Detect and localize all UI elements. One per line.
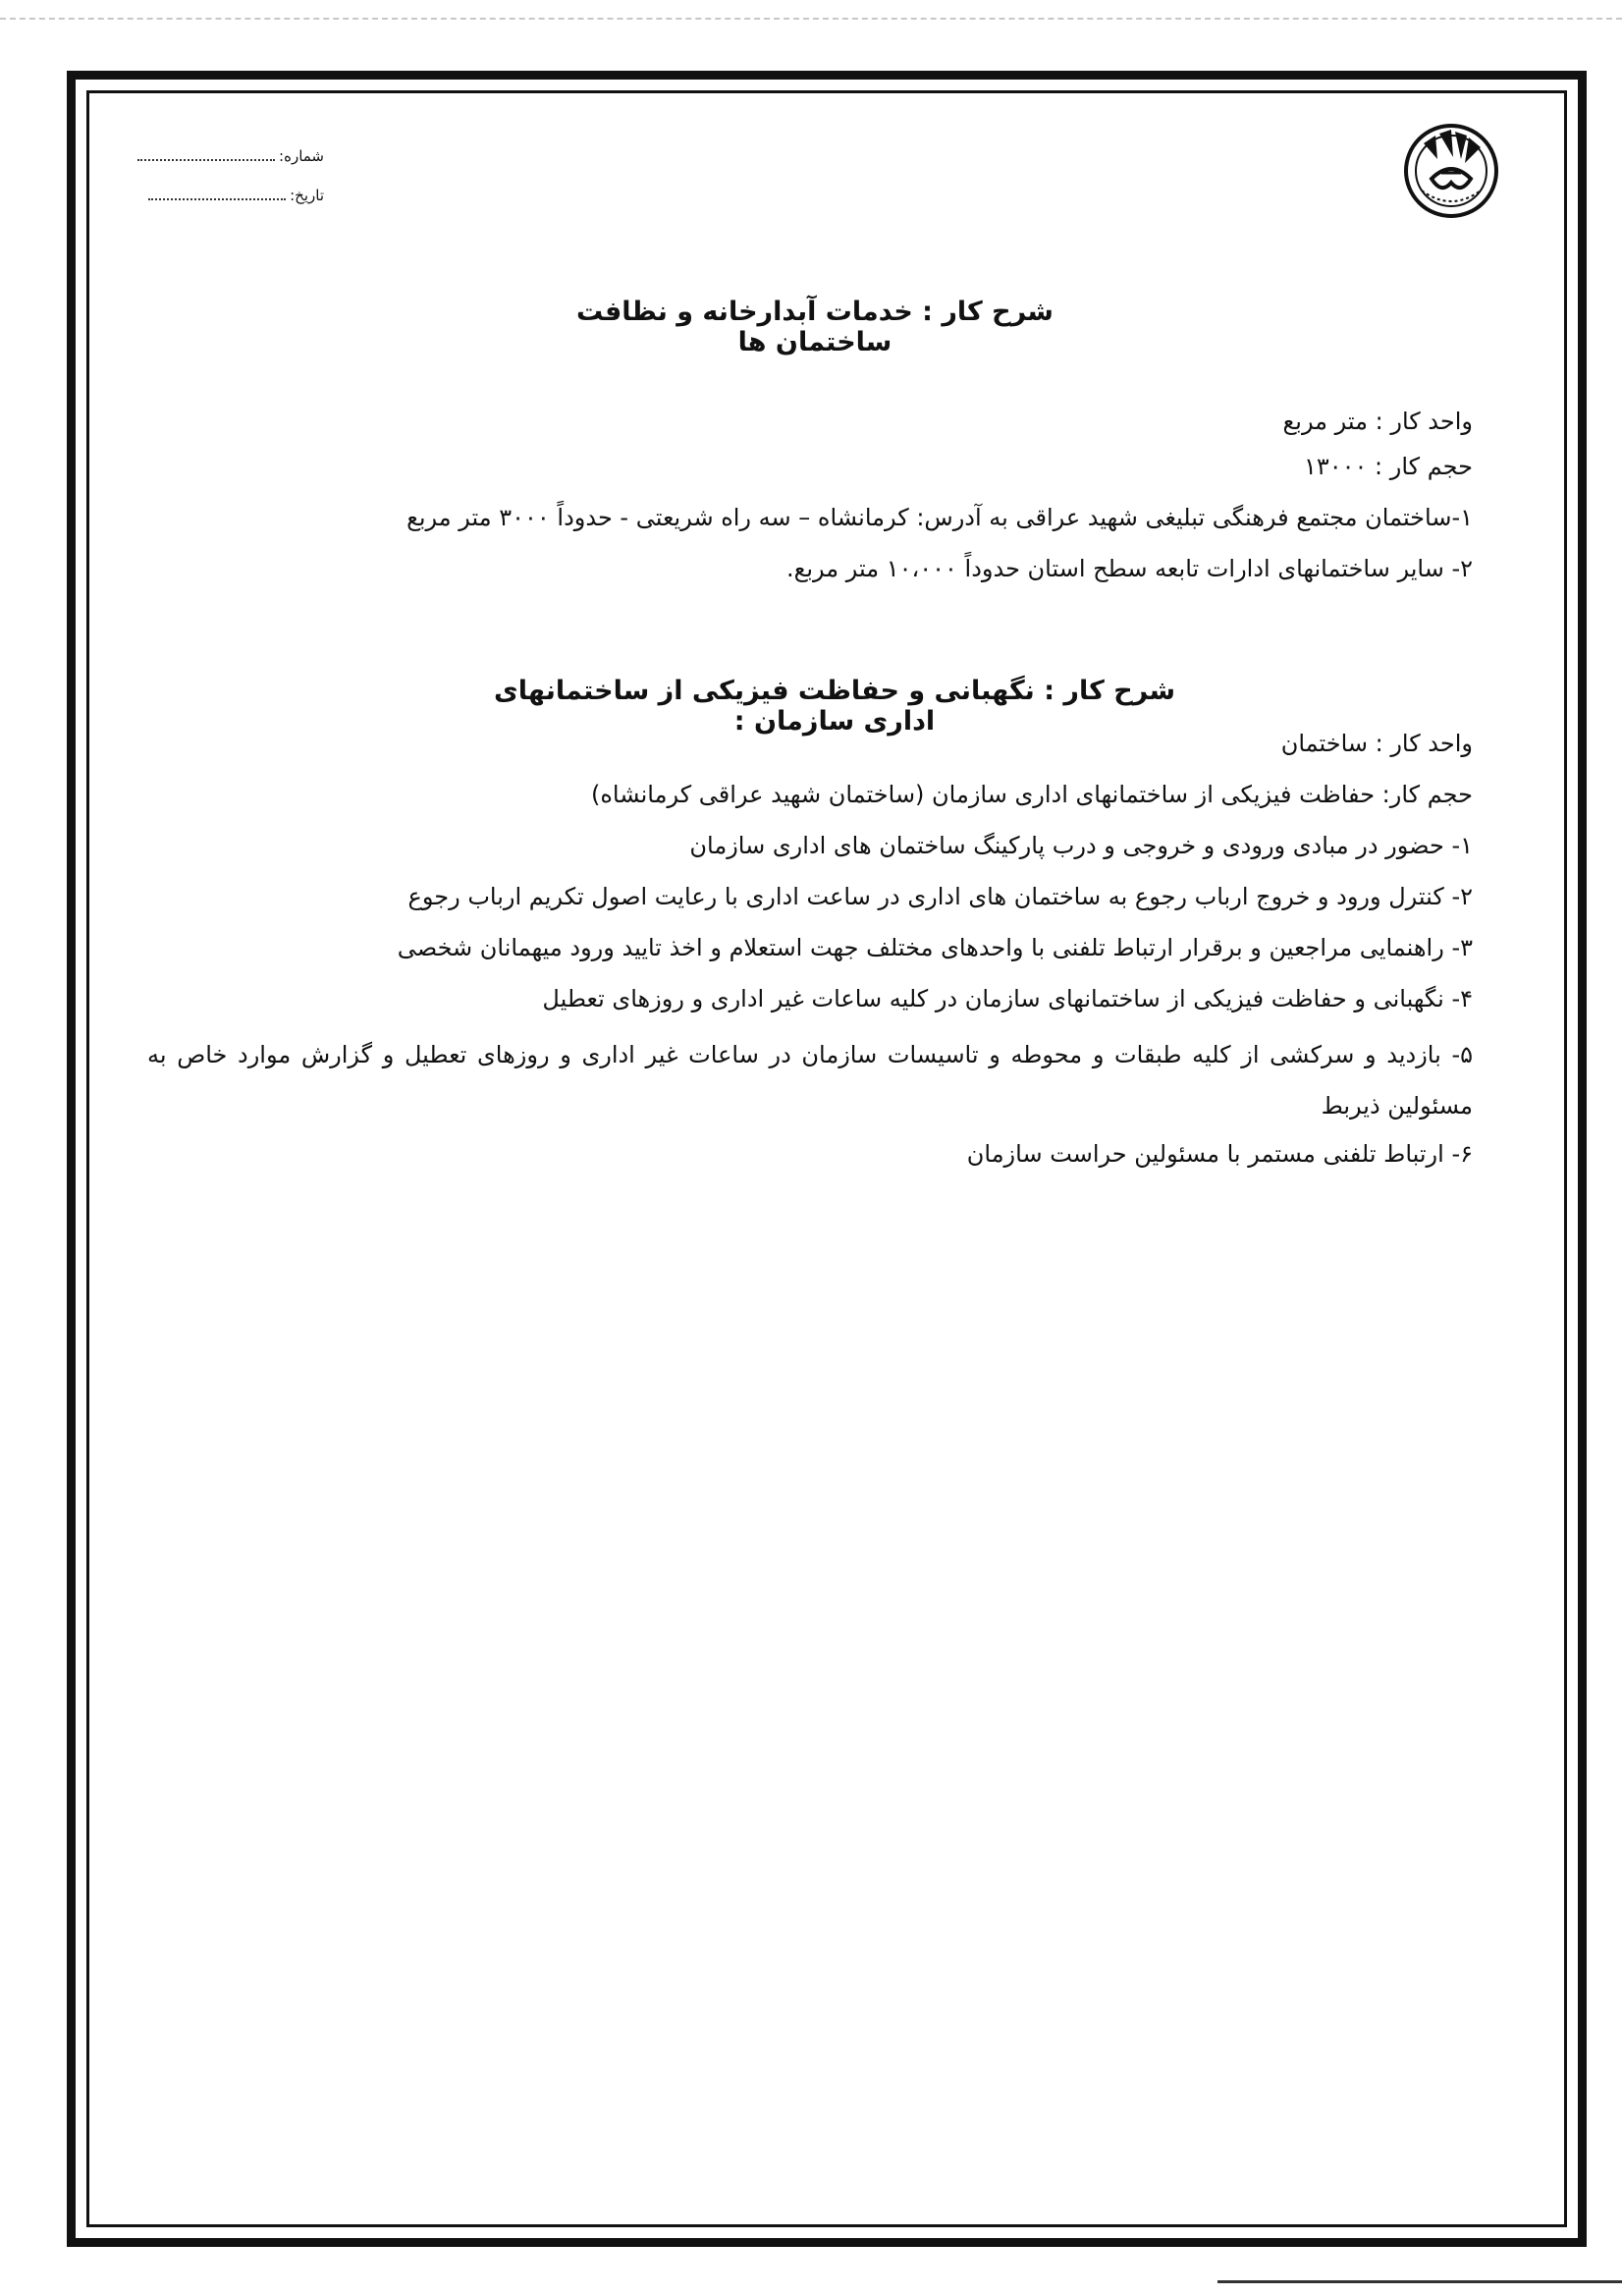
section2-item-3: ۳- راهنمایی مراجعین و برقرار ارتباط تلفنی با واحدهای مختلف جهت استعلام و اخذ تایید ورود میهمانان شخصی [397, 934, 1473, 961]
letter-number-field [128, 147, 324, 165]
section2-unit: واحد کار : ساختمان [1280, 730, 1473, 757]
section1-item-1: ۱-ساختمان مجتمع فرهنگی تبلیغی شهید عراقی به آدرس: کرمانشاه – سه راه شریعتی - حدوداً ۳۰۰۰ متر مربع [406, 504, 1473, 531]
letter-number-dots [137, 147, 275, 161]
section2-item-5: ۵- بازدید و سرکشی از کلیه طبقات و محوطه و تاسیسات سازمان در ساعات غیر اداری و روزهای تعطیل و گزارش موارد خاص به مسئولین ذیربط [147, 1041, 1473, 1120]
section2-volume: حجم کار: حفاظت فیزیکی از ساختمانهای اداری سازمان (ساختمان شهید عراقی کرمانشاه) [590, 781, 1473, 808]
section2-item-2: ۲- کنترل ورود و خروج ارباب رجوع به ساختمان های اداری در ساعت اداری با رعایت اصول تکریم ارباب رجوع [407, 883, 1473, 910]
scan-artifact-bottom [1217, 2280, 1622, 2283]
letter-date-label: تاریخ: [290, 187, 324, 204]
section2-item-1: ۱- حضور در مبادی ورودی و خروجی و درب پارکینگ ساختمان های اداری سازمان [689, 832, 1473, 859]
section1-unit: واحد کار : متر مربع [1282, 408, 1473, 435]
section1-volume: حجم کار : ۱۳۰۰۰ [1303, 453, 1473, 480]
scan-artifact-top [0, 18, 1622, 20]
letter-date-field [128, 187, 324, 204]
section2-item-4: ۴- نگهبانی و حفاظت فیزیکی از ساختمانهای سازمان در کلیه ساعات غیر اداری و روزهای تعطیل [542, 985, 1473, 1012]
letter-date-dots [148, 187, 286, 200]
section1-item-2: ۲- سایر ساختمانهای ادارات تابعه سطح استان حدوداً ۱۰،۰۰۰ متر مربع. [785, 555, 1473, 582]
section2-item-6: ۶- ارتباط تلفنی مستمر با مسئولین حراست سازمان [966, 1140, 1473, 1168]
letter-number-label: شماره: [279, 147, 324, 165]
section1-title: شرح کار : خدمات آبدارخانه و نظافت ساختمان ها [576, 297, 1054, 357]
section2-title: شرح کار : نگهبانی و حفاظت فیزیکی از ساختمانهای اداری سازمان : [494, 676, 1175, 737]
organization-logo-icon [1402, 122, 1500, 220]
